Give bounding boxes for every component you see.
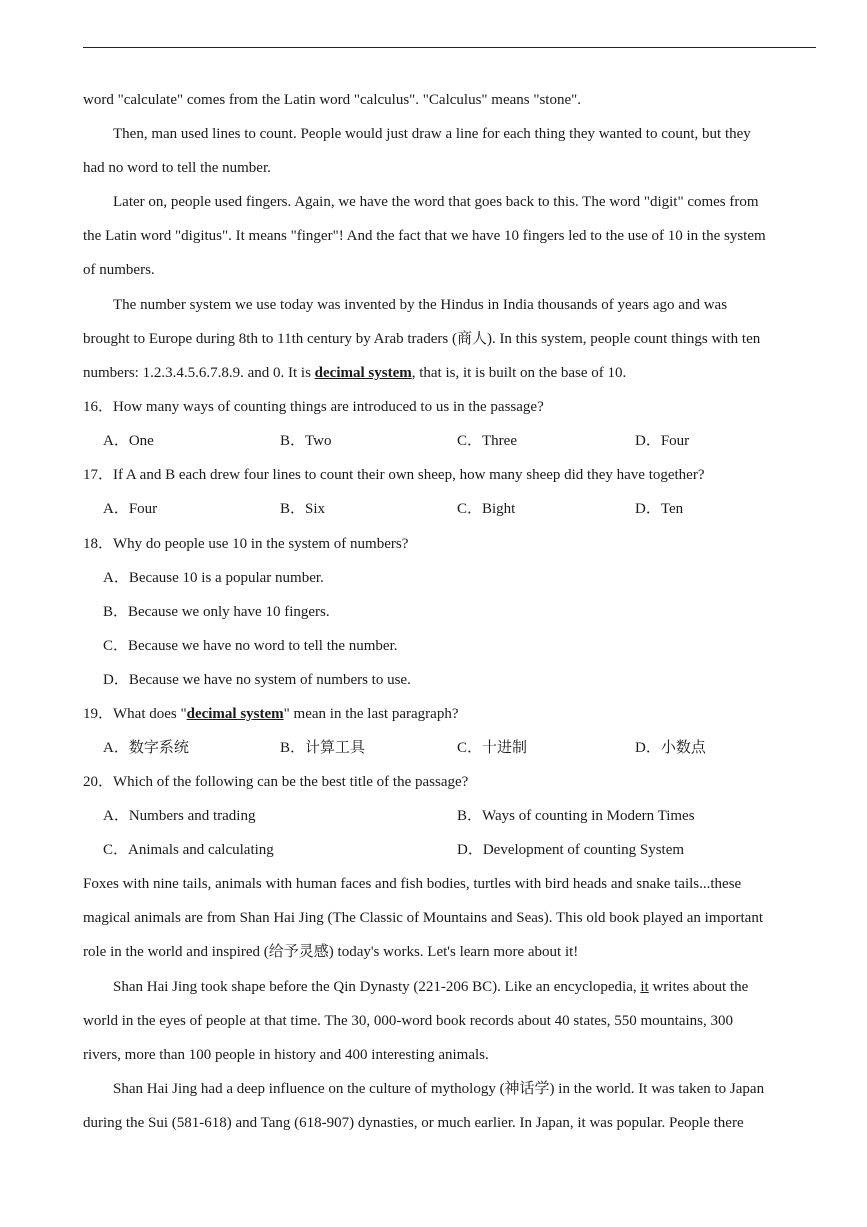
passage2-line: world in the eyes of people at that time. The 30, 000-word book records about 40 states, 550 mountains, 300 bbox=[83, 1013, 734, 1029]
underlined-word-it: it bbox=[640, 979, 649, 995]
decimal-system-term: decimal system bbox=[314, 365, 412, 381]
question-18-option-c: C．Because we have no word to tell the number. bbox=[103, 638, 398, 654]
text-segment: numbers: 1.2.3.4.5.6.7.8.9. and 0. It is bbox=[83, 365, 315, 381]
question-20-option-a: A．Numbers and trading bbox=[103, 808, 256, 824]
question-17-stem: 17．If A and B each drew four lines to count their own sheep, how many sheep did they have together? bbox=[83, 467, 705, 483]
text-segment: writes about the bbox=[648, 979, 749, 995]
text-segment: Shan Hai Jing took shape before the Qin Dynasty (221-206 BC). Like an encyclopedia, bbox=[113, 979, 641, 995]
passage2-line: during the Sui (581-618) and Tang (618-907) dynasties, or much earlier. In Japan, it was popular. People there bbox=[83, 1115, 744, 1131]
question-20-option-b: B．Ways of counting in Modern Times bbox=[457, 808, 695, 824]
passage1-line: The number system we use today was invented by the Hindus in India thousands of years ago and was bbox=[113, 297, 728, 313]
passage2-line: rivers, more than 100 people in history and 400 interesting animals. bbox=[83, 1047, 489, 1063]
passage1-line: word "calculate" comes from the Latin word "calculus". "Calculus" means "stone". bbox=[83, 92, 582, 108]
question-17-option-c: C．Bight bbox=[457, 501, 516, 517]
question-17-option-a: A．Four bbox=[103, 501, 158, 517]
passage2-line: magical animals are from Shan Hai Jing (The Classic of Mountains and Seas). This old book played an important bbox=[83, 910, 763, 926]
passage2-line: Shan Hai Jing had a deep influence on the culture of mythology (神话学) in the world. It was taken to Japan bbox=[113, 1081, 765, 1097]
passage1-line: Later on, people used fingers. Again, we have the word that goes back to this. The word "digit" comes from bbox=[113, 194, 759, 210]
decimal-system-term: decimal system bbox=[186, 706, 284, 722]
question-17-option-d: D．Ten bbox=[635, 501, 684, 517]
question-18-option-d: D．Because we have no system of numbers to use. bbox=[103, 672, 411, 688]
passage1-line: had no word to tell the number. bbox=[83, 160, 271, 176]
text-segment: 19．What does " bbox=[83, 706, 187, 722]
question-18-stem: 18．Why do people use 10 in the system of numbers? bbox=[83, 536, 409, 552]
question-17-option-b: B．Six bbox=[280, 501, 326, 517]
header-rule bbox=[83, 47, 816, 48]
text-segment: " mean in the last paragraph? bbox=[283, 706, 459, 722]
question-19-option-a: A．数字系统 bbox=[103, 740, 189, 756]
passage1-line: the Latin word "digitus". It means "finger"! And the fact that we have 10 fingers led to the use of 10 in the system bbox=[83, 228, 766, 244]
text-segment: , that is, it is built on the base of 10. bbox=[411, 365, 627, 381]
question-18-option-b: B．Because we only have 10 fingers. bbox=[103, 604, 330, 620]
question-16-option-d: D．Four bbox=[635, 433, 690, 449]
question-20-stem: 20．Which of the following can be the best title of the passage? bbox=[83, 774, 469, 790]
passage2-line bbox=[113, 978, 748, 996]
question-20-option-d: D．Development of counting System bbox=[457, 842, 685, 858]
question-18-option-a: A．Because 10 is a popular number. bbox=[103, 570, 324, 586]
passage1-line bbox=[83, 364, 626, 382]
question-20-option-c: C．Animals and calculating bbox=[103, 842, 274, 858]
question-19-option-c: C．十进制 bbox=[457, 740, 528, 756]
passage2-line: Foxes with nine tails, animals with human faces and fish bodies, turtles with bird heads and snake tails...these bbox=[83, 876, 742, 892]
question-19-option-d: D．小数点 bbox=[635, 740, 706, 756]
passage1-line: of numbers. bbox=[83, 262, 155, 278]
question-16-option-a: A．One bbox=[103, 433, 154, 449]
passage2-line: role in the world and inspired (给予灵感) today's works. Let's learn more about it! bbox=[83, 944, 579, 960]
question-19-option-b: B．计算工具 bbox=[280, 740, 366, 756]
question-16-option-c: C．Three bbox=[457, 433, 517, 449]
question-16-option-b: B．Two bbox=[280, 433, 332, 449]
question-16-stem: 16．How many ways of counting things are introduced to us in the passage? bbox=[83, 399, 544, 415]
passage1-line: Then, man used lines to count. People would just draw a line for each thing they wanted to count, but they bbox=[113, 126, 751, 142]
question-19-stem bbox=[83, 705, 458, 723]
passage1-line: brought to Europe during 8th to 11th century by Arab traders (商人). In this system, people count things with ten bbox=[83, 331, 761, 347]
